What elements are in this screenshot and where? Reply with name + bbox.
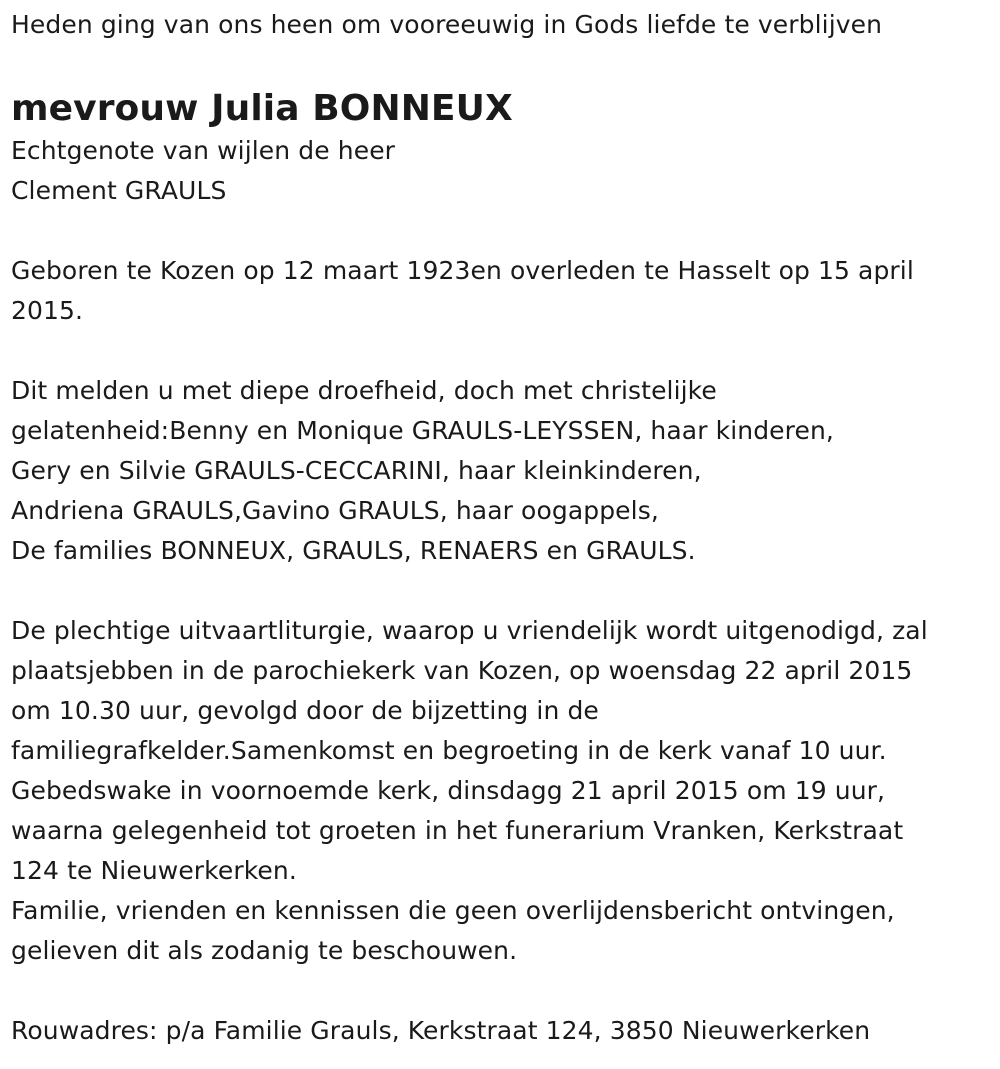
birth-death-block — [11, 251, 991, 331]
spouse-line: Echtgenote van wijlen de heer — [11, 136, 396, 165]
mourning-address: Rouwadres: p/a Familie Grauls, Kerkstraat 124, 3850 Nieuwerkerken — [11, 1016, 871, 1045]
birth-death-line: Geboren te Kozen op 12 maart 1923en overleden te Hasselt op 15 april — [11, 256, 914, 285]
funeral-line: gelieven dit als zodanig te beschouwen. — [11, 936, 518, 965]
family-line: Gery en Silvie GRAULS-CECCARINI, haar kleinkinderen, — [11, 456, 702, 485]
spouse-block — [11, 131, 991, 211]
funeral-line: familiegrafkelder.Samenkomst en begroeting in de kerk vanaf 10 uur. — [11, 736, 887, 765]
intro-text: Heden ging van ons heen om vooreeuwig in Gods liefde te verblijven — [11, 10, 883, 39]
spouse-line: Clement GRAULS — [11, 176, 227, 205]
obituary-notice — [11, 0, 991, 1051]
birth-death-line: 2015. — [11, 296, 84, 325]
funeral-line: om 10.30 uur, gevolgd door de bijzetting in de — [11, 696, 599, 725]
family-line: De families BONNEUX, GRAULS, RENAERS en GRAULS. — [11, 536, 696, 565]
family-block — [11, 371, 991, 571]
funeral-line: 124 te Nieuwerkerken. — [11, 856, 297, 885]
funeral-block — [11, 611, 991, 971]
address-block — [11, 1011, 991, 1051]
family-line: Dit melden u met diepe droefheid, doch met christelijke — [11, 376, 717, 405]
funeral-line: Familie, vrienden en kennissen die geen overlijdensbericht ontvingen, — [11, 896, 895, 925]
funeral-line: Gebedswake in voornoemde kerk, dinsdagg 21 april 2015 om 19 uur, — [11, 776, 886, 805]
funeral-line: plaatsjebben in de parochiekerk van Kozen, op woensdag 22 april 2015 — [11, 656, 913, 685]
deceased-name: mevrouw Julia BONNEUX — [11, 88, 513, 129]
family-line: Andriena GRAULS,Gavino GRAULS, haar oogappels, — [11, 496, 659, 525]
family-line: gelatenheid:Benny en Monique GRAULS-LEYSSEN, haar kinderen, — [11, 416, 834, 445]
funeral-line: waarna gelegenheid tot groeten in het funerarium Vranken, Kerkstraat — [11, 816, 904, 845]
funeral-line: De plechtige uitvaartliturgie, waarop u vriendelijk wordt uitgenodigd, zal — [11, 616, 928, 645]
